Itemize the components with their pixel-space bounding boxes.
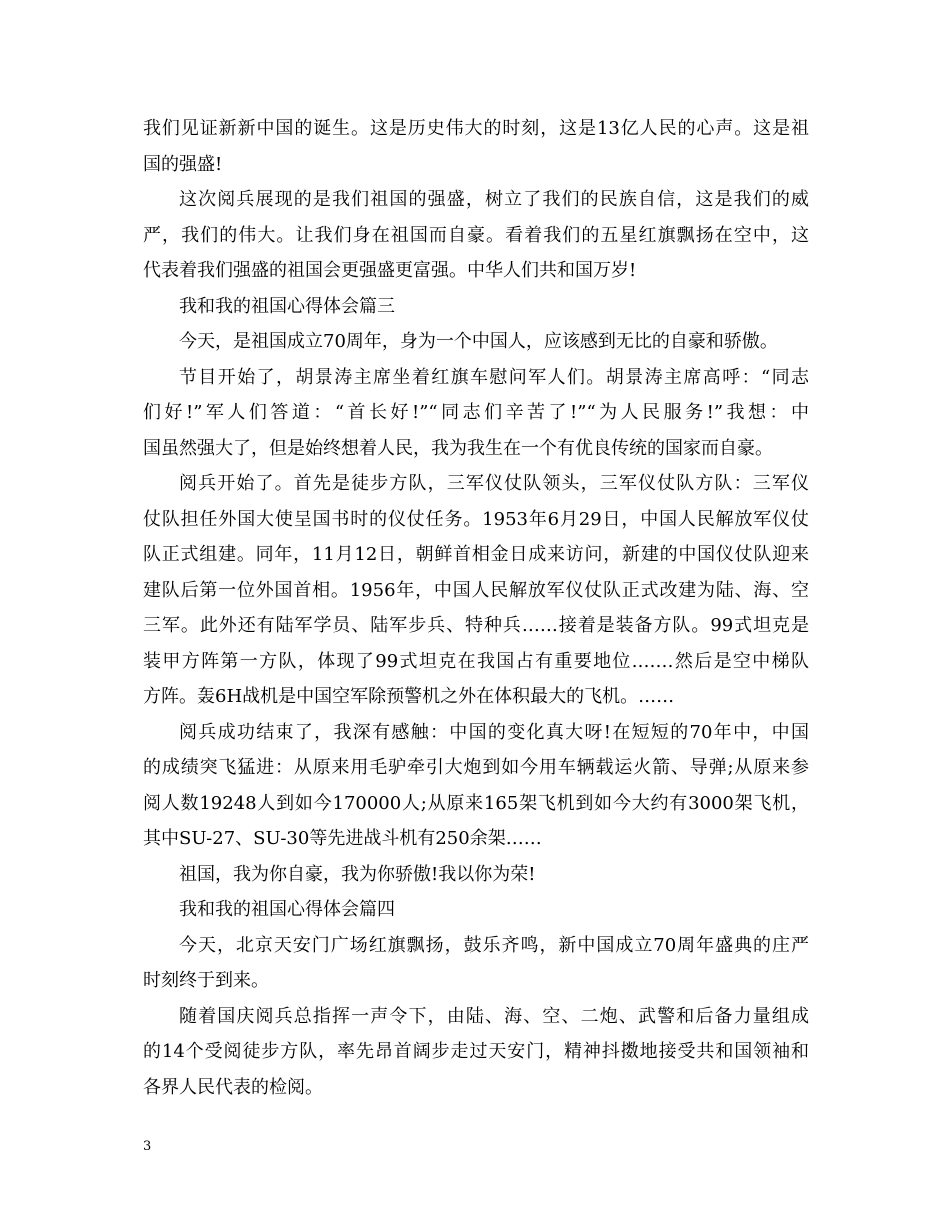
- document-body: [143, 111, 809, 1105]
- text-line: 其中SU-27、SU-30等先进战斗机有250余架……: [143, 828, 542, 849]
- text-line: 队正式组建。同年，11月12日，朝鲜首相金日成来访问，新建的中国仪仗队迎来: [143, 544, 809, 565]
- text-line: 我们见证新新中国的诞生。这是历史伟大的时刻，这是13亿人民的心声。这是祖: [143, 118, 809, 139]
- text-line: 阅兵成功结束了，我深有感触：中国的变化真大呀!在短短的70年中，中国: [179, 721, 809, 743]
- text-line: 今天，是祖国成立70周年，身为一个中国人，应该感到无比的自豪和骄傲。: [179, 331, 778, 352]
- section-heading: 我和我的祖国心得体会篇四: [179, 899, 395, 920]
- text-line: 时刻终于到来。: [143, 970, 269, 991]
- text-line: 的14个受阅徒步方队，率先昂首阔步走过天安门，精神抖擞地接受共和国领袖和: [143, 1041, 809, 1062]
- text-line: 建队后第一位外国首相。1956年，中国人民解放军仪仗队正式改建为陆、海、空: [143, 579, 809, 601]
- text-line: 随着国庆阅兵总指挥一声令下，由陆、海、空、二炮、武警和后备力量组成: [179, 1005, 809, 1027]
- text-line: 祖国，我为你自豪，我为你骄傲!我以你为荣!: [179, 863, 536, 885]
- text-line: 们好!”军人们答道：“首长好!”“同志们辛苦了!”“为人民服务!”我想：中: [143, 402, 809, 423]
- text-line: 的成绩突飞猛进：从原来用毛驴牵引大炮到如今用车辆载运火箭、导弹;从原来参: [143, 757, 809, 778]
- section-heading: 我和我的祖国心得体会篇三: [179, 295, 395, 317]
- text-line: 代表着我们强盛的祖国会更强盛更富强。中华人们共和国万岁!: [143, 260, 637, 281]
- text-line: 各界人民代表的检阅。: [143, 1076, 323, 1098]
- text-line: 今天，北京天安门广场红旗飘扬，鼓乐齐鸣，新中国成立70周年盛典的庄严: [179, 934, 809, 956]
- text-line: 阅兵开始了。首先是徒步方队，三军仪仗队领头，三军仪仗队方队：三军仪: [179, 473, 809, 494]
- text-line: 国的强盛!: [143, 153, 223, 175]
- text-line: 阅人数19248人到如今170000人;从原来165架飞机到如今大约有3000架飞机，: [143, 792, 809, 814]
- text-line: 国虽然强大了，但是始终想着人民，我为我生在一个有优良传统的国家而自豪。: [143, 437, 773, 459]
- text-line: 仗队担任外国大使呈国书时的仪仗任务。1953年6月29日，中国人民解放军仪仗: [143, 508, 809, 530]
- text-line: 装甲方阵第一方队，体现了99式坦克在我国占有重要地位.……然后是空中梯队: [143, 650, 809, 672]
- text-line: 方阵。轰6H战机是中国空军除预警机之外在体积最大的飞机。……: [143, 686, 675, 707]
- text-line: 严，我们的伟大。让我们身在祖国而自豪。看着我们的五星红旗飘扬在空中，这: [143, 224, 809, 246]
- text-line: 这次阅兵展现的是我们祖国的强盛，树立了我们的民族自信，这是我们的威: [179, 189, 809, 210]
- text-line: 三军。此外还有陆军学员、陆军步兵、特种兵……接着是装备方队。99式坦克是: [143, 615, 809, 636]
- page-number: 3: [143, 1139, 152, 1154]
- text-line: 节目开始了，胡景涛主席坐着红旗车慰问军人们。胡景涛主席高呼：“同志: [179, 366, 809, 388]
